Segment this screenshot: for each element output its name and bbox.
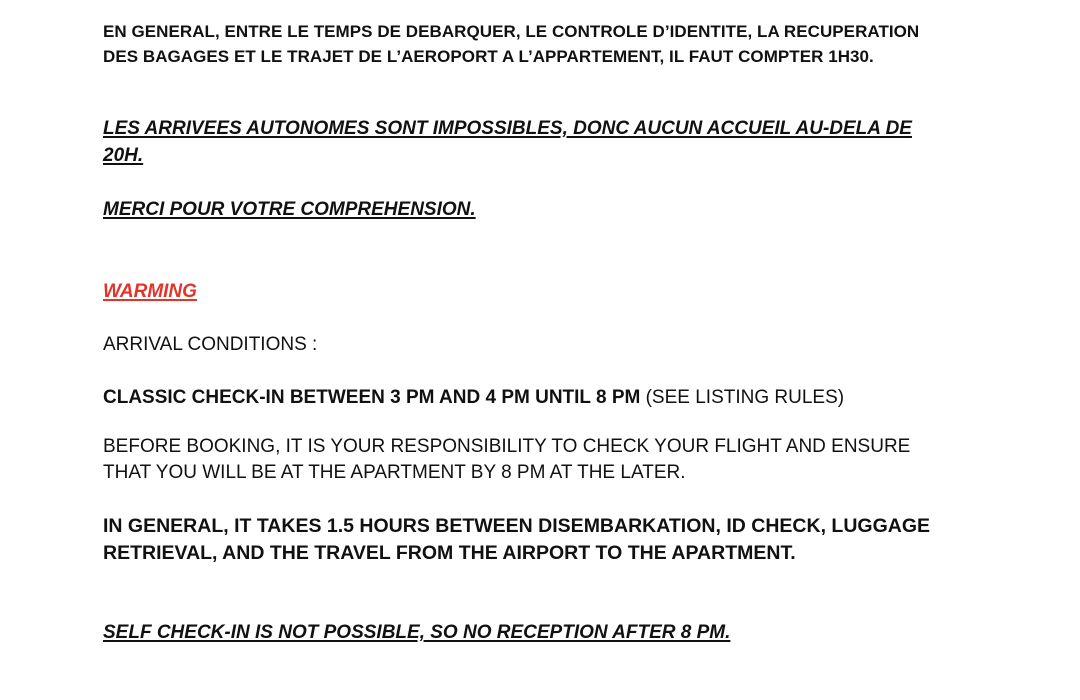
english-no-self-checkin-notice: SELF CHECK-IN IS NOT POSSIBLE, SO NO RECEPTION AFTER 8 PM. xyxy=(103,622,731,643)
french-no-self-checkin-notice: LES ARRIVEES AUTONOMES SONT IMPOSSIBLES, DONC AUCUN ACCUEIL AU-DELA DE 20H. xyxy=(103,118,912,166)
french-thanks-line: MERCI POUR VOTRE COMPREHENSION. xyxy=(103,199,476,220)
checkin-hours-line xyxy=(103,384,844,411)
checkin-hours-note: (SEE LISTING RULES) xyxy=(640,387,845,408)
arrival-conditions-label: ARRIVAL CONDITIONS : xyxy=(103,334,318,355)
french-general-paragraph: EN GENERAL, ENTRE LE TEMPS DE DEBARQUER, LE CONTROLE D’IDENTITE, LA RECUPERATION DES BAGAGES ET LE TRAJET DE L’AEROPORT A L’APPARTEMENT, IL FAUT COMPTER 1H30. xyxy=(103,22,920,66)
english-general-paragraph: IN GENERAL, IT TAKES 1.5 HOURS BETWEEN DISEMBARKATION, ID CHECK, LUGGAGE RETRIEVAL, AND THE TRAVEL FROM THE AIRPORT TO THE APARTMENT. xyxy=(103,514,930,564)
checkin-hours-bold: CLASSIC CHECK-IN BETWEEN 3 PM AND 4 PM UNTIL 8 PM xyxy=(103,387,641,408)
warning-heading: WARMING xyxy=(103,281,197,302)
before-booking-paragraph: BEFORE BOOKING, IT IS YOUR RESPONSIBILITY TO CHECK YOUR FLIGHT AND ENSURE THAT YOU WILL BE AT THE APARTMENT BY 8 PM AT THE LATER. xyxy=(103,436,911,483)
